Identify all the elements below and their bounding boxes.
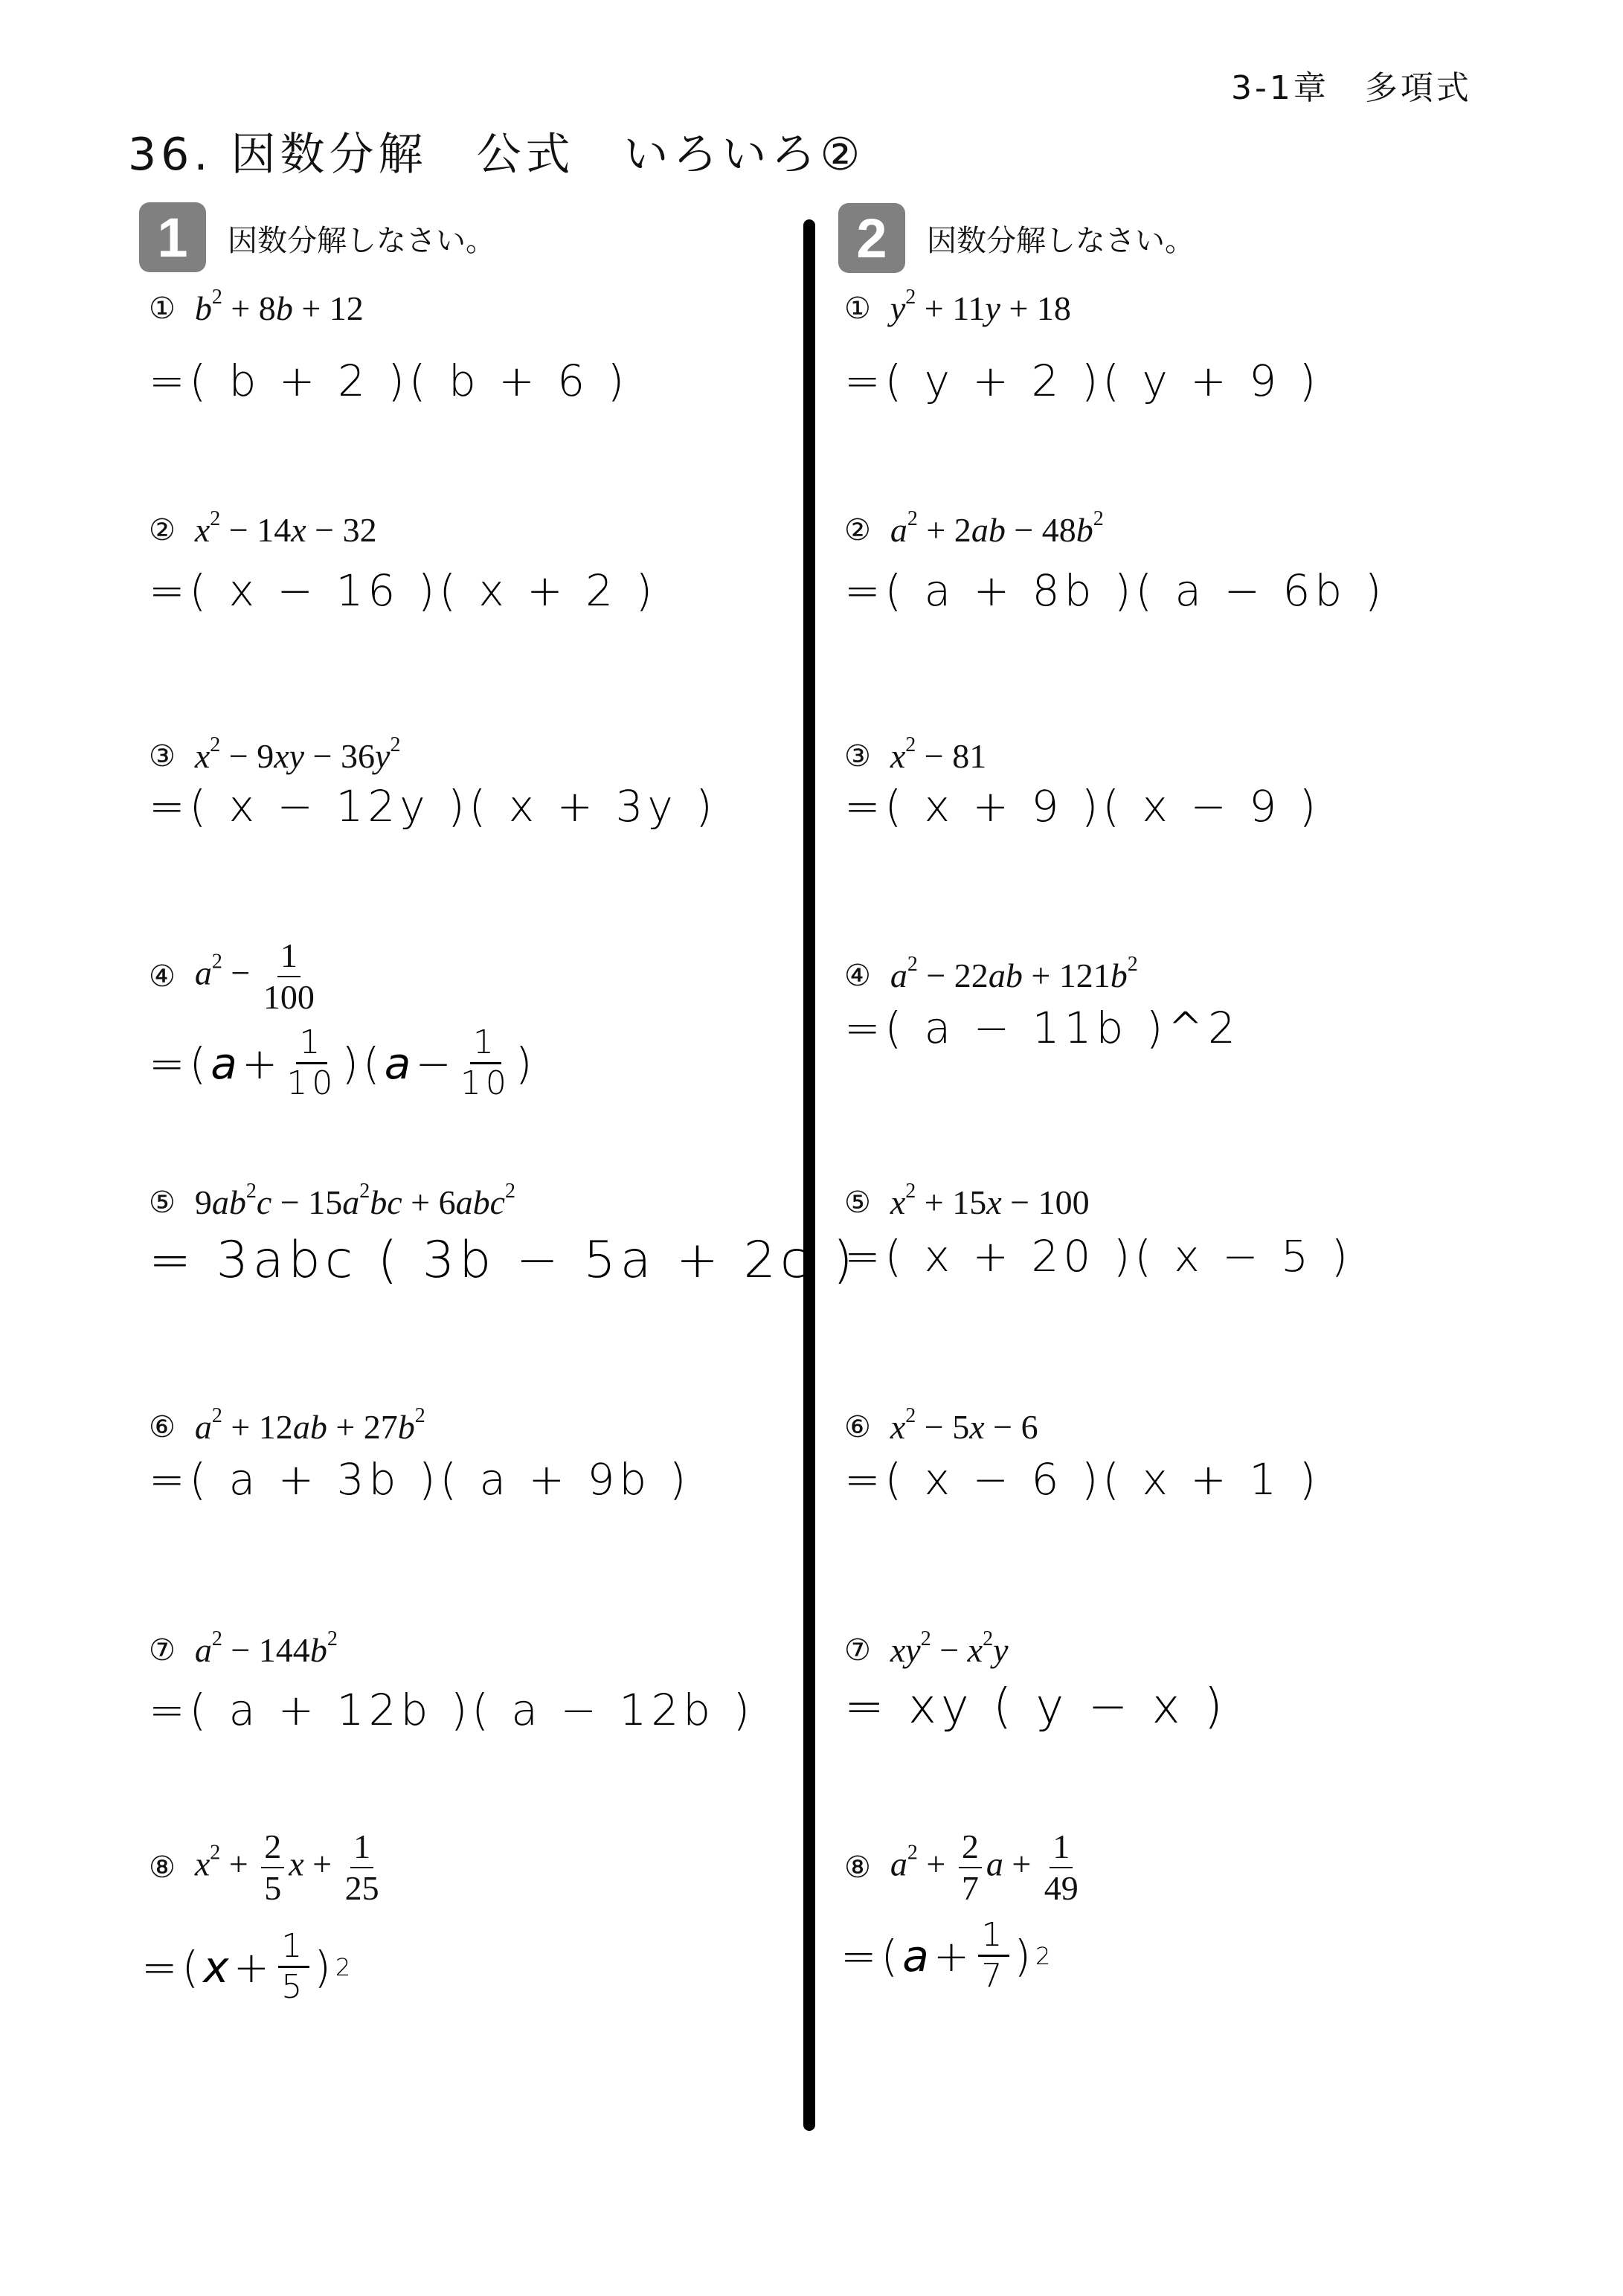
paren: ) bbox=[314, 1941, 335, 1993]
problem-number: ④ bbox=[149, 959, 176, 994]
paren: ) bbox=[515, 1038, 537, 1089]
answer-1-4: = ( a + $\frac{1}{10}$ ) ( a − $\frac{1}{10}$ ) bbox=[149, 1023, 537, 1102]
expression: $a^2 - 144b^2$ bbox=[194, 1627, 338, 1669]
answer-1-7 bbox=[149, 1685, 754, 1735]
section-2-instruction: 因数分解しなさい。 bbox=[927, 224, 1195, 258]
answer-1-2 bbox=[149, 565, 657, 616]
answer-text: =( x − 16 )( x + 2 ) bbox=[149, 565, 658, 616]
section-1-instruction: 因数分解しなさい。 bbox=[228, 224, 495, 258]
denominator: 7 bbox=[961, 1869, 979, 1907]
numerator: 1 bbox=[350, 1830, 373, 1868]
answer-text: =( x − 12y )( x + 3y ) bbox=[149, 781, 717, 832]
problem-1-1 bbox=[149, 286, 364, 328]
fraction bbox=[344, 1827, 379, 1907]
problem-2-5 bbox=[844, 1180, 1090, 1222]
expression: $a^2 + 12ab + 27b^2$ bbox=[194, 1404, 425, 1446]
answer-text: =( b + 2 )( b + 6 ) bbox=[149, 356, 629, 406]
answer-2-3 bbox=[844, 781, 1320, 832]
expression: $a^2$ − $\frac{1}{100}$ bbox=[194, 936, 315, 1016]
problem-number: ⑥ bbox=[844, 1409, 871, 1444]
problem-number: ⑥ bbox=[149, 1409, 176, 1444]
expression: $a^2$ + $\frac{2}{7}$ a + $\frac{1}{49}$ bbox=[890, 1827, 1079, 1907]
minus: − bbox=[415, 1038, 456, 1089]
problem-number: ② bbox=[844, 512, 871, 547]
numerator: 1 bbox=[470, 1026, 501, 1064]
denominator: 5 bbox=[281, 1968, 307, 2006]
eq-sign: = bbox=[841, 1930, 881, 1981]
problem-1-5 bbox=[149, 1180, 516, 1222]
answer-text: =( a + 8b )( a − 6b ) bbox=[844, 565, 1386, 616]
answer-text: =( a + 3b )( a + 9b ) bbox=[149, 1454, 691, 1505]
denominator: 7 bbox=[981, 1957, 1007, 1995]
answer-1-3 bbox=[149, 781, 717, 832]
denominator: 10 bbox=[460, 1064, 511, 1102]
answer-text: =( a + 12b )( a − 12b ) bbox=[149, 1685, 755, 1735]
denominator: 10 bbox=[286, 1064, 338, 1102]
answer-text: =( y + 2 )( y + 9 ) bbox=[844, 356, 1321, 406]
problem-number: ① bbox=[844, 291, 871, 326]
eq-sign: = bbox=[141, 1941, 182, 1993]
problem-1-8 bbox=[149, 1827, 384, 1907]
denominator: 49 bbox=[1044, 1869, 1079, 1907]
answer-2-5 bbox=[844, 1231, 1352, 1282]
plus: + bbox=[241, 1038, 283, 1089]
fraction bbox=[959, 1827, 982, 1907]
numerator: 1 bbox=[277, 939, 301, 977]
answer-2-2 bbox=[844, 565, 1386, 616]
paren: ( bbox=[881, 1930, 903, 1981]
answer-2-7 bbox=[844, 1679, 1227, 1734]
chapter-label: 3-1章 多項式 bbox=[1231, 69, 1472, 107]
paren: ) bbox=[341, 1038, 364, 1089]
expression: $xy^2 - x^2y$ bbox=[890, 1627, 1009, 1669]
answer-1-8: = ( x + $\frac{1}{5}$ ) 2 bbox=[141, 1927, 356, 2006]
paren: ( bbox=[363, 1038, 385, 1089]
answer-text: =( a − 11b )^2 bbox=[844, 1003, 1240, 1053]
fraction bbox=[278, 1927, 309, 2006]
expression: $x^2 + 15x - 100$ bbox=[890, 1180, 1090, 1221]
expression: $9ab^2c - 15a^2bc + 6abc^2$ bbox=[194, 1180, 516, 1221]
problem-number: ③ bbox=[844, 739, 871, 774]
answer-text: =( x + 20 )( x − 5 ) bbox=[844, 1231, 1353, 1282]
answer-text: = xy ( y − x ) bbox=[844, 1679, 1227, 1734]
expression: $x^2$ + $\frac{2}{5}$ x + $\frac{1}{25}$ bbox=[194, 1827, 379, 1907]
fraction bbox=[263, 936, 315, 1016]
paren: ( bbox=[189, 1038, 211, 1089]
problem-number: ④ bbox=[844, 958, 871, 993]
problem-number: ⑧ bbox=[844, 1850, 871, 1885]
section-2-badge: 2 bbox=[838, 203, 905, 273]
fraction bbox=[1044, 1827, 1079, 1907]
answer-text: =( x − 6 )( x + 1 ) bbox=[844, 1454, 1321, 1505]
problem-2-7 bbox=[844, 1627, 1009, 1670]
expression: $x^2 - 9xy - 36y^2$ bbox=[194, 733, 401, 775]
paren: ) bbox=[1014, 1930, 1036, 1981]
answer-2-6 bbox=[844, 1454, 1320, 1505]
expression: $b^2 + 8b + 12$ bbox=[194, 286, 364, 327]
expression: $x^2 - 14x - 32$ bbox=[194, 507, 377, 549]
problem-number: ① bbox=[149, 291, 176, 326]
paren: ( bbox=[181, 1941, 204, 1993]
fraction bbox=[460, 1023, 511, 1102]
column-divider bbox=[803, 219, 815, 2131]
answer-1-1 bbox=[149, 356, 629, 406]
eq-sign: = bbox=[149, 1038, 190, 1089]
problem-1-7 bbox=[149, 1627, 338, 1670]
numerator: 1 bbox=[296, 1026, 327, 1064]
answer-2-8: = ( a + $\frac{1}{7}$ ) 2 bbox=[841, 1916, 1055, 1995]
problem-2-8 bbox=[844, 1827, 1083, 1907]
denominator: 25 bbox=[344, 1869, 379, 1907]
answer-2-4 bbox=[844, 1003, 1240, 1053]
problem-number: ⑦ bbox=[844, 1633, 871, 1668]
section-1-badge: 1 bbox=[139, 202, 206, 272]
fraction bbox=[286, 1023, 338, 1102]
fraction bbox=[261, 1827, 284, 1907]
numerator: 1 bbox=[1050, 1830, 1073, 1868]
numerator: 1 bbox=[978, 1919, 1009, 1957]
denominator: 100 bbox=[263, 978, 315, 1016]
page-title: 36. 因数分解 公式 いろいろ② bbox=[128, 129, 865, 181]
answer-1-5 bbox=[149, 1231, 857, 1290]
problem-number: ⑤ bbox=[844, 1185, 871, 1220]
expression: $x^2 - 5x - 6$ bbox=[890, 1404, 1038, 1446]
numerator: 2 bbox=[959, 1830, 982, 1868]
problem-1-6 bbox=[149, 1404, 425, 1447]
problem-1-2 bbox=[149, 507, 377, 550]
problem-1-4 bbox=[149, 936, 319, 1016]
plus: + bbox=[233, 1941, 274, 1993]
denominator: 5 bbox=[264, 1869, 282, 1907]
problem-number: ⑤ bbox=[149, 1185, 176, 1220]
answer-text: =( x + 9 )( x − 9 ) bbox=[844, 781, 1321, 832]
expression: $y^2 + 11y + 18$ bbox=[890, 286, 1071, 327]
expression: $x^2 - 81$ bbox=[890, 733, 987, 775]
problem-number: ③ bbox=[149, 739, 176, 774]
numerator: 1 bbox=[278, 1930, 309, 1968]
answer-1-6 bbox=[149, 1454, 690, 1505]
problem-2-1 bbox=[844, 286, 1071, 328]
answer-text: = 3abc ( 3b − 5a + 2c ) bbox=[149, 1231, 858, 1290]
problem-2-2 bbox=[844, 507, 1104, 550]
expression: $a^2 - 22ab + 121b^2$ bbox=[890, 953, 1138, 994]
problem-number: ⑦ bbox=[149, 1633, 176, 1668]
problem-2-3 bbox=[844, 733, 987, 776]
fraction bbox=[978, 1916, 1009, 1995]
problem-1-3 bbox=[149, 733, 401, 776]
problem-number: ② bbox=[149, 512, 176, 547]
problem-number: ⑧ bbox=[149, 1850, 176, 1885]
expression: $a^2 + 2ab - 48b^2$ bbox=[890, 507, 1104, 549]
plus: + bbox=[933, 1930, 974, 1981]
problem-2-4 bbox=[844, 953, 1138, 995]
answer-2-1 bbox=[844, 356, 1320, 406]
problem-2-6 bbox=[844, 1404, 1038, 1447]
numerator: 2 bbox=[261, 1830, 284, 1868]
